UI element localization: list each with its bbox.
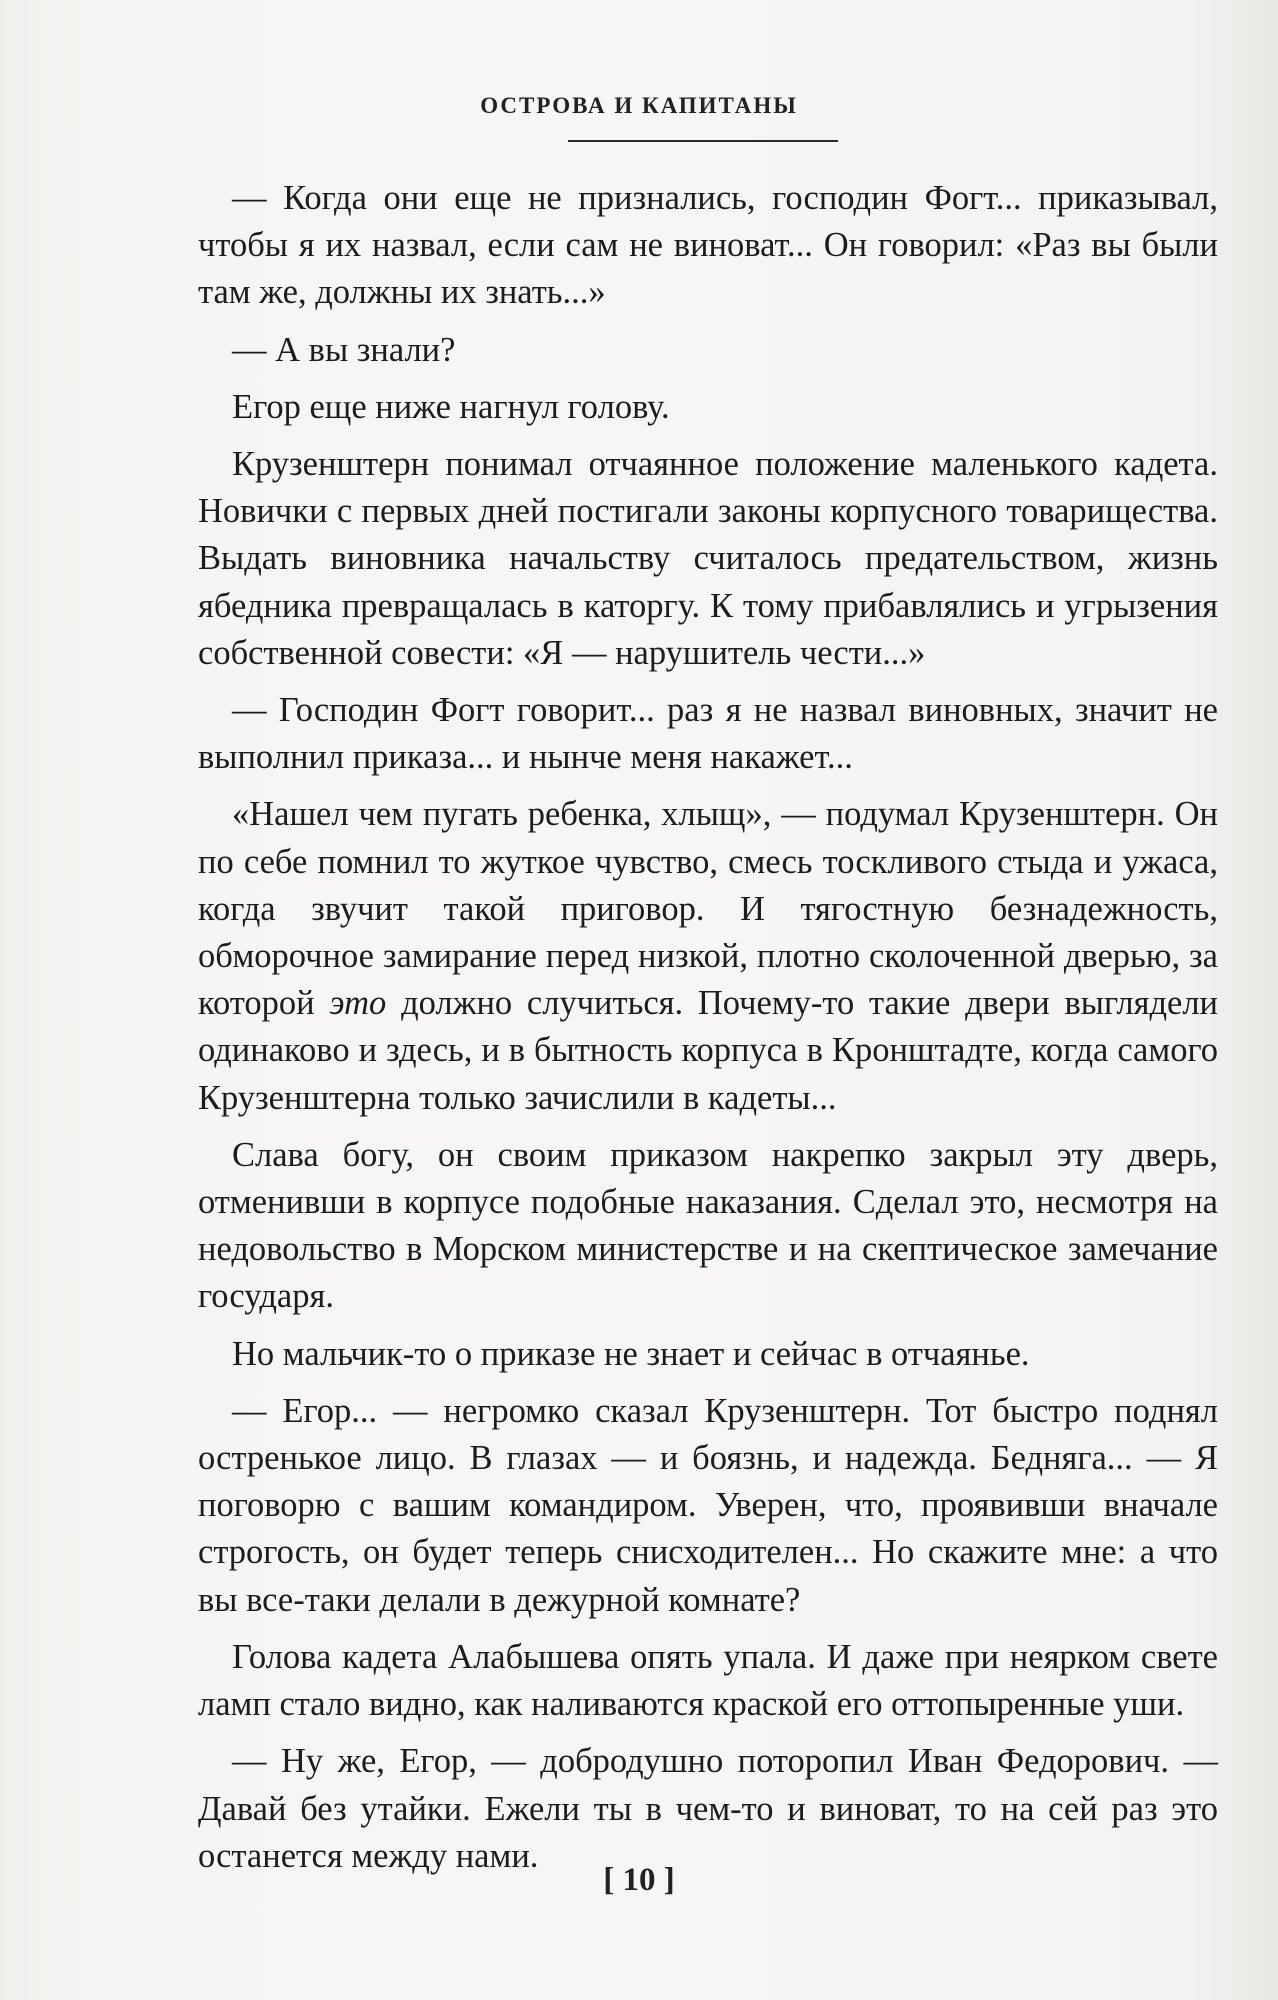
emphasis-text: это	[329, 984, 387, 1023]
running-title: ОСТРОВА И КАПИТАНЫ	[480, 93, 798, 118]
paragraph	[198, 791, 1218, 1121]
paragraph: — Егор... — негромко сказал Крузенштерн. Тот быстро поднял остренькое лицо. В глазах — и боязнь, и надежда. Бедняга... — Я поговорю с вашим командиром. Уверен, что, проявивши вначале строгость, он будет теперь снисходителен... Но скажите мне: а что вы все-таки делали в дежурной комнате?	[198, 1391, 1218, 1619]
paragraph: Егор еще ниже нагнул голову.	[232, 387, 670, 426]
paragraph: — Когда они еще не признались, господин Фогт... приказывал, чтобы я их назвал, если сам не виноват... Он говорил: «Раз вы были там же, должны их знать...»	[198, 179, 1218, 312]
paragraph: Голова кадета Алабышева опять упала. И даже при неярком свете ламп стало видно, как наливаются краской его оттопыренные уши.	[198, 1637, 1218, 1724]
paragraph: Крузенштерн понимал отчаянное положение маленького кадета. Новички с первых дней постигали законы корпусного товарищества. Выдать виновника начальству считалось предательством, жизнь ябедника превращалась в каторгу. К тому прибавлялись и угрызения собственной совести: «Я — нарушитель чести...»	[198, 445, 1218, 672]
paragraph-text: «Нашел чем пугать ребенка, хлыщ», — подумал Крузенштерн. Он по себе помнил то жуткое чувство, смесь тоскливого стыда и ужаса, когда звучит такой приговор. И тягостную безнадежность, обморочное замирание перед низкой, плотно сколоченной дверью, за которой	[198, 795, 1218, 1023]
paragraph: Слава богу, он своим приказом накрепко закрыл эту дверь, отменивши в корпусе подобные наказания. Сделал это, несмотря на недовольство в Морском министерстве и на скептическое замечание государя.	[198, 1135, 1218, 1316]
paragraph: Но мальчик-то о приказе не знает и сейчас в отчаянье.	[232, 1334, 1030, 1373]
page-number: [ 10 ]	[603, 1862, 675, 1898]
paragraph-text: должно случиться. Почему-то такие двери выглядели одинаково и здесь, и в бытность корпуса в Кронштадте, когда самого Крузенштерна только зачислили в кадеты...	[198, 984, 1219, 1117]
paragraph: — А вы знали?	[232, 330, 456, 369]
paragraph: — Господин Фогт говорит... раз я не назвал виновных, значит не выполнил приказа... и нынче меня накажет...	[198, 691, 1218, 777]
paragraph: — Ну же, Егор, — добродушно поторопил Иван Федорович. — Давай без утайки. Ежели ты в чем-то и виноват, то на сей раз это останется между нами.	[198, 1742, 1218, 1875]
header-rule	[568, 140, 838, 142]
main-text	[198, 175, 1218, 1890]
